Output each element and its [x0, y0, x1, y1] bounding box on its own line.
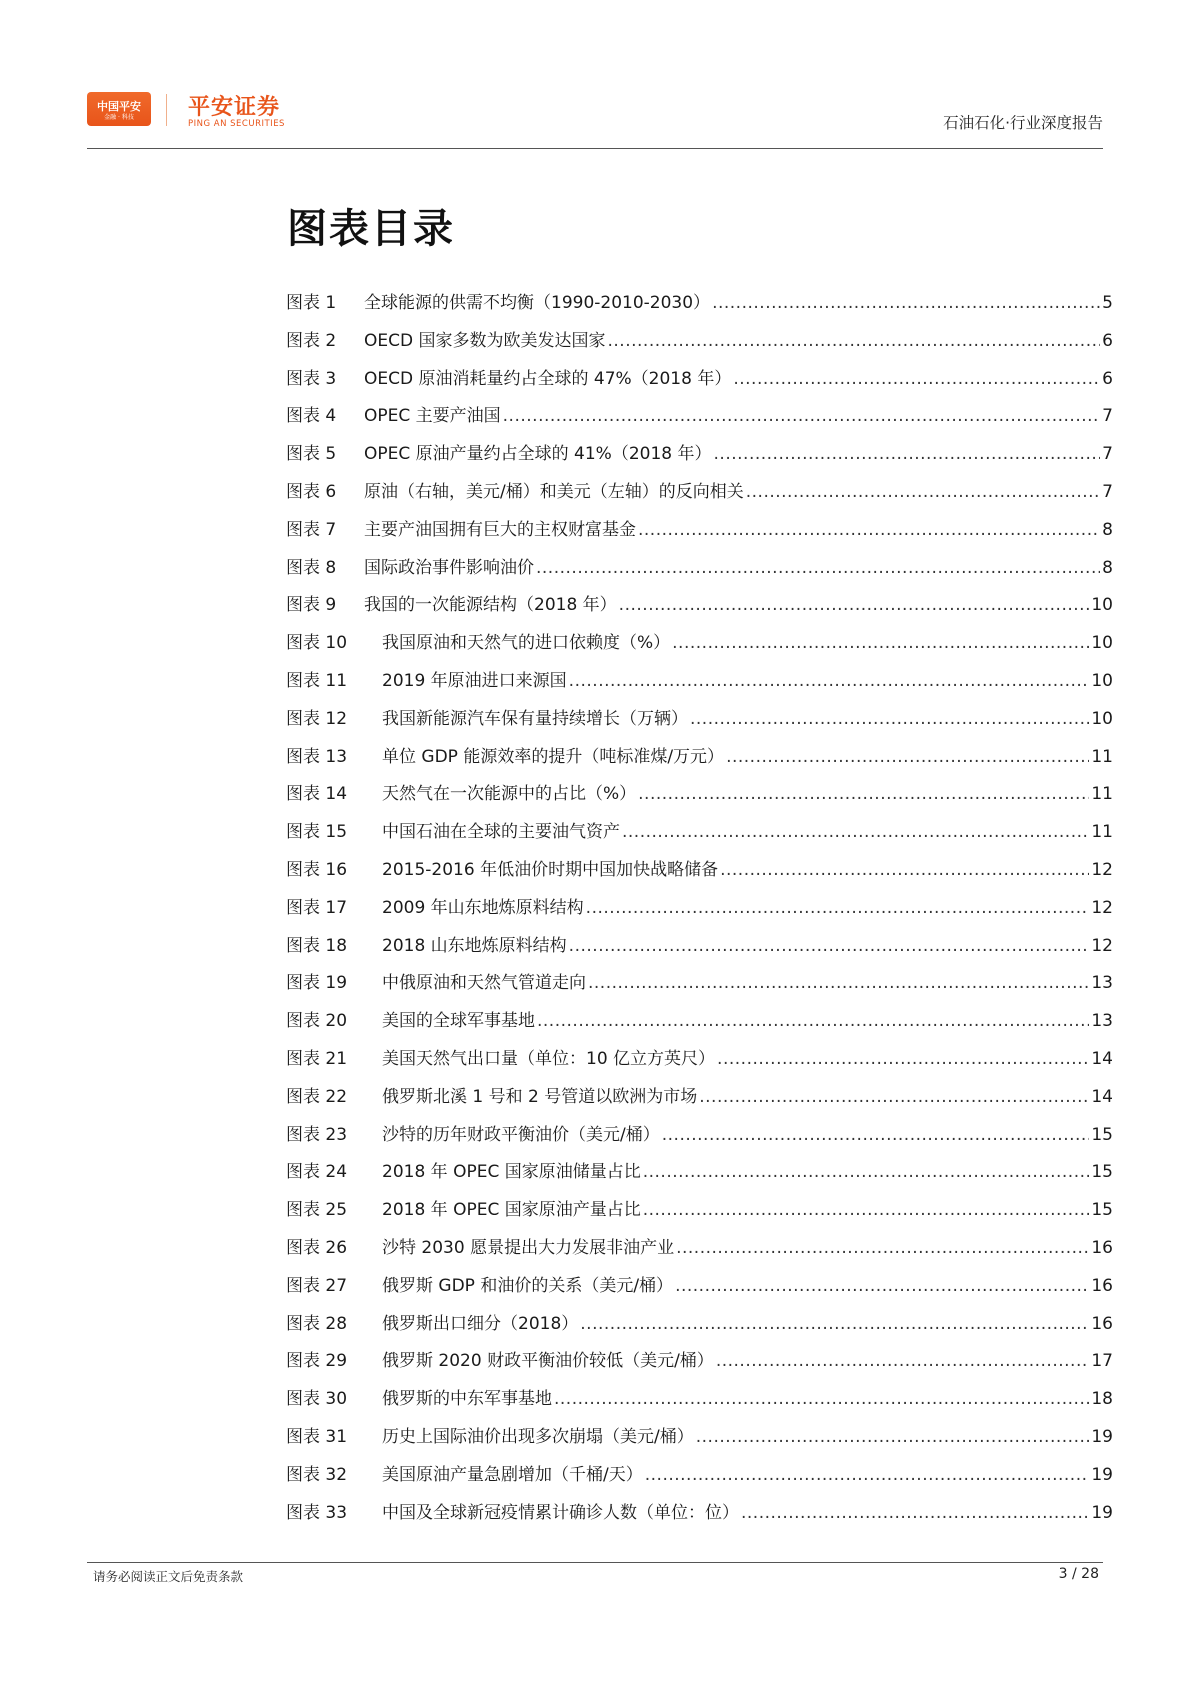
toc-entry[interactable]: [286, 436, 1113, 474]
toc-entry-page: 10: [1091, 708, 1113, 729]
toc-entry-page: 8: [1102, 557, 1113, 578]
toc-entry-title: OPEC 主要产油国: [364, 406, 501, 427]
toc-entry-label: 图表 26: [286, 1237, 348, 1258]
toc-entry[interactable]: [286, 890, 1113, 928]
toc-entry-title: 2018 山东地炼原料结构: [382, 935, 567, 956]
toc-entry-page: 7: [1102, 406, 1113, 427]
toc-entry[interactable]: [286, 776, 1113, 814]
toc-dot-leader: [643, 1192, 1090, 1230]
toc-entry-label: 图表 27: [286, 1275, 348, 1296]
toc-entry-title: 主要产油国拥有巨大的主权财富基金: [364, 519, 636, 540]
toc-entry-page: 11: [1091, 746, 1113, 767]
toc-entry-title: 中国石油在全球的主要油气资产: [382, 822, 620, 843]
toc-entry[interactable]: [286, 852, 1113, 890]
logo-divider: [166, 94, 167, 126]
page-title: 图表目录: [287, 206, 455, 252]
toc-entry[interactable]: [286, 474, 1113, 512]
header-divider: [87, 148, 1103, 149]
toc-entry[interactable]: [286, 1003, 1113, 1041]
toc-entry-page: 8: [1102, 519, 1113, 540]
toc-entry-title: 单位 GDP 能源效率的提升（吨标准煤/万元）: [382, 746, 725, 767]
toc-entry-title: 2015-2016 年低油价时期中国加快战略储备: [382, 859, 719, 880]
toc-dot-leader: [676, 1230, 1089, 1268]
toc-entry-page: 11: [1091, 822, 1113, 843]
toc-entry-title: 2019 年原油进口来源国: [382, 670, 567, 691]
toc-entry-title: 我国的一次能源结构（2018 年）: [364, 595, 617, 616]
toc-entry-title: 俄罗斯 GDP 和油价的关系（美元/桶）: [382, 1275, 674, 1296]
toc-entry-page: 14: [1091, 1086, 1113, 1107]
toc-entry-title: 俄罗斯出口细分（2018）: [382, 1313, 579, 1334]
toc-entry-title: 我国原油和天然气的进口依赖度（%）: [382, 633, 671, 654]
toc-entry-label: 图表 25: [286, 1200, 348, 1221]
toc-entry-label: 图表 23: [286, 1124, 348, 1145]
toc-dot-leader: [580, 1306, 1089, 1344]
toc-entry-page: 13: [1091, 1011, 1113, 1032]
toc-entry-label: 图表 13: [286, 746, 348, 767]
toc-entry[interactable]: [286, 361, 1113, 399]
toc-entry-title: 美国天然气出口量（单位：10 亿立方英尺）: [382, 1048, 716, 1069]
toc-entry-label: 图表 11: [286, 670, 348, 691]
toc-dot-leader: [569, 928, 1090, 966]
toc-entry[interactable]: [286, 285, 1113, 323]
toc-dot-leader: [536, 550, 1100, 588]
toc-entry-label: 图表 32: [286, 1464, 348, 1485]
logo-tagline: 金融 · 科技: [104, 114, 134, 121]
page-number: 3 / 28: [1058, 1566, 1099, 1582]
toc-entry-title: OECD 原油消耗量约占全球的 47%（2018 年）: [364, 368, 732, 389]
toc-entry[interactable]: [286, 1306, 1113, 1344]
footer-divider: [87, 1562, 1103, 1563]
toc-entry-page: 13: [1091, 973, 1113, 994]
toc-dot-leader: [662, 1117, 1090, 1155]
toc-entry-label: 图表 15: [286, 822, 348, 843]
toc-entry-page: 5: [1102, 293, 1113, 313]
toc-entry-page: 6: [1102, 330, 1113, 351]
toc-entry-label: 图表 20: [286, 1011, 348, 1032]
brand-name-en: PING AN SECURITIES: [188, 119, 285, 129]
toc-entry-page: 15: [1091, 1162, 1113, 1183]
toc-entry-page: 10: [1091, 670, 1113, 691]
toc-entry-page: 19: [1091, 1426, 1113, 1447]
toc-entry-title: 2009 年山东地炼原料结构: [382, 897, 584, 918]
toc-entry[interactable]: [286, 701, 1113, 739]
toc-entry-label: 图表 19: [286, 973, 348, 994]
toc-entry-page: 16: [1091, 1275, 1113, 1296]
toc-entry[interactable]: [286, 1343, 1113, 1381]
toc-entry-title: 俄罗斯 2020 财政平衡油价较低（美元/桶）: [382, 1351, 714, 1372]
toc-entry-title: 美国的全球军事基地: [382, 1011, 535, 1032]
toc-entry-page: 19: [1091, 1464, 1113, 1485]
toc-dot-leader: [675, 1268, 1089, 1306]
toc-entry-label: 图表 21: [286, 1048, 348, 1069]
toc-dot-leader: [643, 1154, 1090, 1192]
toc-entry-title: 2018 年 OPEC 国家原油储量占比: [382, 1162, 641, 1183]
toc-entry-label: 图表 10: [286, 633, 348, 654]
toc-entry[interactable]: [286, 625, 1113, 663]
toc-entry-title: OECD 国家多数为欧美发达国家: [364, 330, 606, 351]
toc-entry-title: OPEC 原油产量约占全球的 41%（2018 年）: [364, 444, 712, 465]
toc-entry-page: 12: [1091, 859, 1113, 880]
toc-entry-page: 15: [1091, 1200, 1113, 1221]
toc-entry[interactable]: [286, 1495, 1113, 1533]
toc-entry[interactable]: [286, 965, 1113, 1003]
toc-entry[interactable]: [286, 1079, 1113, 1117]
toc-entry-title: 沙特的历年财政平衡油价（美元/桶）: [382, 1124, 660, 1145]
toc-entry-label: 图表 17: [286, 897, 348, 918]
logo-text: 中国平安: [97, 100, 141, 113]
toc-entry-label: 图表 14: [286, 784, 348, 805]
footer-disclaimer: 请务必阅读正文后免责条款: [93, 1569, 244, 1584]
toc-entry[interactable]: [286, 323, 1113, 361]
toc-entry-page: 15: [1091, 1124, 1113, 1145]
brand-name-cn: 平安证券: [188, 95, 281, 120]
toc-entry-title: 原油（右轴，美元/桶）和美元（左轴）的反向相关: [364, 481, 744, 502]
toc-entry-title: 沙特 2030 愿景提出大力发展非油产业: [382, 1237, 675, 1258]
toc-entry-page: 10: [1091, 595, 1113, 616]
toc-entry-title: 中俄原油和天然气管道走向: [382, 973, 586, 994]
toc-entry[interactable]: [286, 512, 1113, 550]
toc-entry-label: 图表 7: [286, 519, 337, 540]
toc-entry-page: 18: [1091, 1389, 1113, 1410]
toc-dot-leader: [638, 776, 1089, 814]
toc-dot-leader: [588, 965, 1089, 1003]
toc-dot-leader: [672, 625, 1089, 663]
toc-entry-label: 图表 31: [286, 1426, 348, 1447]
toc-entry[interactable]: [286, 739, 1113, 777]
toc-entry[interactable]: [286, 814, 1113, 852]
toc-entry-page: 12: [1091, 897, 1113, 918]
toc-entry-label: 图表 22: [286, 1086, 348, 1107]
toc-entry-title: 我国新能源汽车保有量持续增长（万辆）: [382, 708, 688, 729]
toc-entry[interactable]: [286, 550, 1113, 588]
toc-entry[interactable]: [286, 1230, 1113, 1268]
toc-entry[interactable]: [286, 398, 1113, 436]
toc-entry[interactable]: [286, 587, 1113, 625]
toc-dot-leader: [733, 361, 1100, 399]
toc-entry[interactable]: [286, 1117, 1113, 1155]
toc-dot-leader: [638, 512, 1100, 550]
toc-dot-leader: [554, 1381, 1089, 1419]
toc-entry-title: 国际政治事件影响油价: [364, 557, 534, 578]
toc-dot-leader: [699, 1079, 1089, 1117]
toc-dot-leader: [619, 587, 1090, 625]
toc-dot-leader: [746, 474, 1100, 512]
toc-dot-leader: [720, 852, 1089, 890]
toc-entry-label: 图表 24: [286, 1162, 348, 1183]
toc-dot-leader: [503, 398, 1101, 436]
toc-entry[interactable]: [286, 1041, 1113, 1079]
toc-entry-label: 图表 18: [286, 935, 348, 956]
toc-entry-page: 11: [1091, 784, 1113, 805]
toc-entry-page: 7: [1102, 444, 1113, 465]
toc-entry-page: 7: [1102, 481, 1113, 502]
toc-dot-leader: [645, 1457, 1090, 1495]
toc-entry-label: 图表 30: [286, 1389, 348, 1410]
toc-dot-leader: [622, 814, 1089, 852]
toc-entry-page: 12: [1091, 935, 1113, 956]
toc-entry-title: 历史上国际油价出现多次崩塌（美元/桶）: [382, 1426, 694, 1447]
toc-entry-label: 图表 5: [286, 444, 337, 465]
figure-table-of-contents: [286, 285, 1113, 1532]
toc-entry[interactable]: [286, 1457, 1113, 1495]
toc-entry-label: 图表 9: [286, 595, 337, 616]
toc-dot-leader: [586, 890, 1090, 928]
toc-dot-leader: [716, 1343, 1090, 1381]
toc-entry[interactable]: [286, 1192, 1113, 1230]
toc-entry-label: 图表 12: [286, 708, 348, 729]
ping-an-logo: [87, 92, 151, 126]
toc-entry[interactable]: [286, 1419, 1113, 1457]
toc-entry-label: 图表 3: [286, 368, 337, 389]
toc-entry[interactable]: [286, 928, 1113, 966]
toc-entry-title: 俄罗斯的中东军事基地: [382, 1389, 552, 1410]
toc-entry[interactable]: [286, 663, 1113, 701]
toc-dot-leader: [696, 1419, 1090, 1457]
toc-entry-title: 美国原油产量急剧增加（千桶/天）: [382, 1464, 643, 1485]
toc-dot-leader: [726, 739, 1089, 777]
toc-entry-title: 天然气在一次能源中的占比（%）: [382, 784, 637, 805]
toc-entry-page: 17: [1091, 1351, 1113, 1372]
toc-entry-label: 图表 29: [286, 1351, 348, 1372]
toc-entry-page: 14: [1091, 1048, 1113, 1069]
toc-entry-title: 2018 年 OPEC 国家原油产量占比: [382, 1200, 641, 1221]
toc-entry[interactable]: [286, 1268, 1113, 1306]
toc-entry[interactable]: [286, 1154, 1113, 1192]
page-header: [87, 92, 1103, 148]
toc-entry-page: 19: [1091, 1502, 1113, 1523]
toc-entry-label: 图表 1: [286, 293, 337, 313]
toc-dot-leader: [690, 701, 1089, 739]
toc-dot-leader: [714, 436, 1101, 474]
toc-entry-title: 全球能源的供需不均衡（1990-2010-2030）: [364, 293, 711, 313]
toc-entry-label: 图表 16: [286, 859, 348, 880]
toc-entry-label: 图表 33: [286, 1502, 348, 1523]
report-category: 石油石化·行业深度报告: [943, 114, 1103, 132]
toc-entry-label: 图表 8: [286, 557, 337, 578]
toc-entry-title: 俄罗斯北溪 1 号和 2 号管道以欧洲为市场: [382, 1086, 698, 1107]
toc-dot-leader: [537, 1003, 1089, 1041]
toc-dot-leader: [608, 323, 1101, 361]
toc-entry-title: 中国及全球新冠疫情累计确诊人数（单位：位）: [382, 1502, 739, 1523]
toc-entry[interactable]: [286, 1381, 1113, 1419]
toc-entry-page: 16: [1091, 1313, 1113, 1334]
toc-entry-label: 图表 2: [286, 330, 337, 351]
toc-entry-page: 6: [1102, 368, 1113, 389]
toc-entry-page: 10: [1091, 633, 1113, 654]
toc-entry-label: 图表 6: [286, 481, 337, 502]
toc-entry-label: 图表 4: [286, 406, 337, 427]
toc-dot-leader: [569, 663, 1090, 701]
toc-dot-leader: [741, 1495, 1089, 1533]
toc-entry-label: 图表 28: [286, 1313, 348, 1334]
toc-dot-leader: [712, 285, 1100, 323]
toc-dot-leader: [717, 1041, 1089, 1079]
toc-entry-page: 16: [1091, 1237, 1113, 1258]
